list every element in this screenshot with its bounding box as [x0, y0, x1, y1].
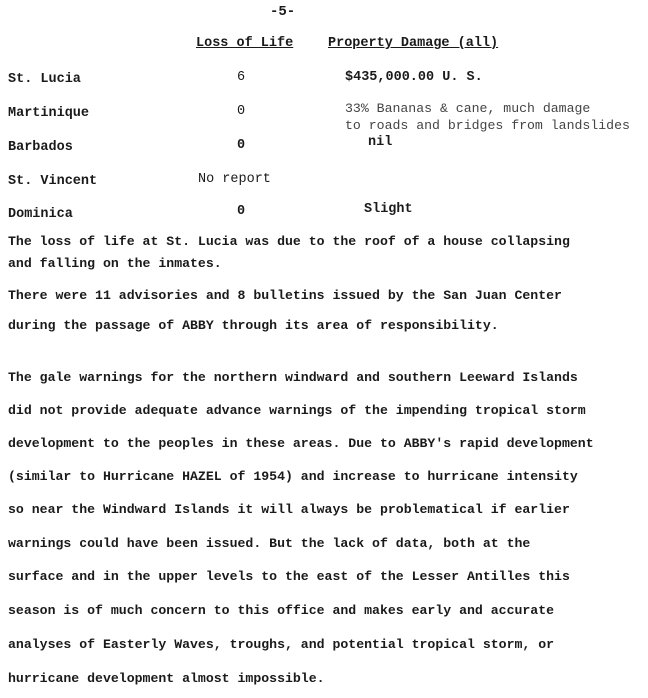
paragraph-1-line-1: The loss of life at St. Lucia was due to the roof of a house collapsing — [8, 234, 570, 249]
island-st-vincent: St. Vincent — [8, 174, 98, 189]
paragraph-1-line-2: and falling on the inmates. — [8, 256, 222, 271]
damage-barbados: nil — [368, 135, 393, 150]
header-loss-of-life: Loss of Life — [196, 36, 294, 51]
loss-martinique: 0 — [237, 104, 246, 119]
island-martinique: Martinique — [8, 106, 90, 121]
paragraph-3-line-2: did not provide adequate advance warnings of the impending tropical storm — [8, 403, 586, 418]
loss-st-lucia: 6 — [237, 70, 246, 85]
header-property-damage: Property Damage (all) — [328, 36, 499, 51]
island-st-lucia: St. Lucia — [8, 72, 81, 87]
paragraph-3-line-1: The gale warnings for the northern windward and southern Leeward Islands — [8, 370, 578, 385]
paragraph-3-line-8: season is of much concern to this office and makes early and accurate — [8, 603, 555, 618]
loss-dominica: 0 — [237, 204, 246, 219]
paragraph-3-line-5: so near the Windward Islands it will always be problematical if earlier — [8, 502, 570, 517]
damage-dominica: Slight — [364, 202, 413, 217]
damage-martinique-line-1: 33% Bananas & cane, much damage — [345, 101, 591, 116]
island-dominica: Dominica — [8, 207, 73, 222]
paragraph-3-line-7: surface and in the upper levels to the east of the Lesser Antilles this — [8, 569, 570, 584]
paragraph-2-line-2: during the passage of ABBY through its area of responsibility. — [8, 318, 499, 333]
loss-barbados: 0 — [237, 138, 246, 153]
page-number: -5- — [270, 4, 296, 20]
damage-martinique-line-2: to roads and bridges from landslides — [345, 118, 630, 133]
paragraph-3-line-6: warnings could have been issued. But the lack of data, both at the — [8, 536, 531, 551]
paragraph-3-line-3: development to the peoples in these areas. Due to ABBY's rapid development — [8, 436, 594, 451]
damage-st-lucia: $435,000.00 U. S. — [345, 70, 483, 85]
island-barbados: Barbados — [8, 140, 73, 155]
paragraph-2-line-1: There were 11 advisories and 8 bulletins issued by the San Juan Center — [8, 288, 562, 303]
paragraph-3-line-9: analyses of Easterly Waves, troughs, and potential tropical storm, or — [8, 637, 555, 652]
paragraph-3-line-10: hurricane development almost impossible. — [8, 671, 325, 686]
loss-st-vincent: No report — [198, 172, 271, 187]
paragraph-3-line-4: (similar to Hurricane HAZEL of 1954) and increase to hurricane intensity — [8, 469, 578, 484]
